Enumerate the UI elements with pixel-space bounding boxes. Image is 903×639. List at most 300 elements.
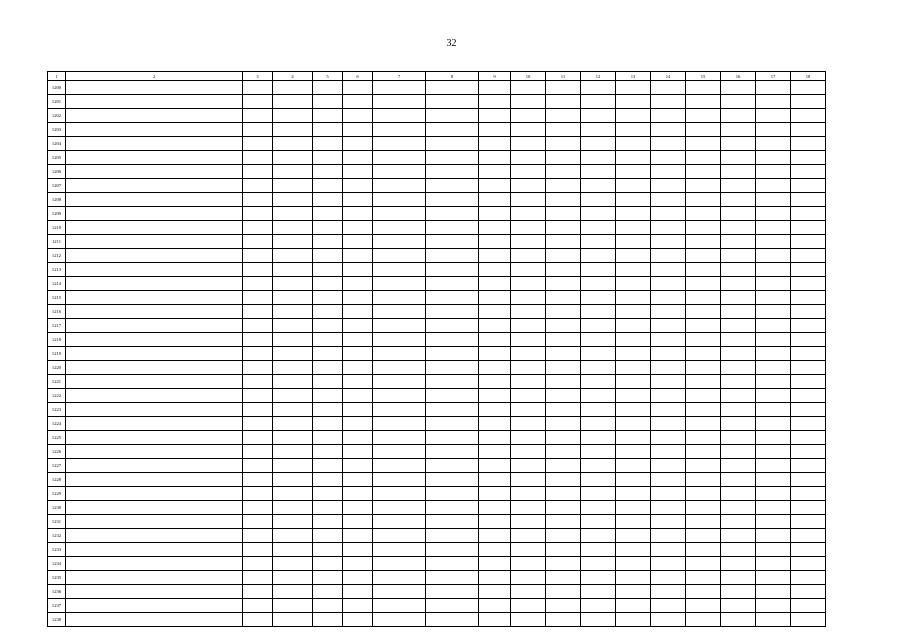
table-cell — [273, 165, 313, 179]
table-cell — [243, 473, 273, 487]
table-cell — [373, 263, 426, 277]
table-cell — [426, 235, 479, 249]
table-row — [48, 571, 826, 585]
table-cell — [581, 179, 616, 193]
table-cell — [791, 263, 826, 277]
table-cell — [343, 123, 373, 137]
table-cell — [426, 599, 479, 613]
table-cell — [511, 319, 546, 333]
table-cell — [243, 431, 273, 445]
table-row — [48, 501, 826, 515]
row-number: 1215 — [48, 291, 66, 305]
table-cell — [756, 557, 791, 571]
table-cell — [273, 529, 313, 543]
table-cell — [791, 501, 826, 515]
table-cell — [243, 221, 273, 235]
table-cell — [479, 235, 511, 249]
table-cell — [479, 221, 511, 235]
table-cell — [511, 515, 546, 529]
table-cell — [756, 123, 791, 137]
table-cell — [581, 291, 616, 305]
table-cell — [511, 263, 546, 277]
table-cell — [791, 221, 826, 235]
table-cell — [756, 95, 791, 109]
table-cell — [686, 403, 721, 417]
table-cell — [343, 473, 373, 487]
address-cell — [66, 529, 243, 543]
table-cell — [479, 333, 511, 347]
table-cell — [791, 515, 826, 529]
table-cell — [721, 515, 756, 529]
table-cell — [313, 417, 343, 431]
table-cell — [243, 123, 273, 137]
table-cell — [791, 361, 826, 375]
table-cell — [313, 585, 343, 599]
table-cell — [791, 445, 826, 459]
table-cell — [243, 319, 273, 333]
table-cell — [313, 599, 343, 613]
table-cell — [791, 613, 826, 627]
table-cell — [616, 305, 651, 319]
table-cell — [426, 263, 479, 277]
table-cell — [581, 81, 616, 95]
table-cell — [479, 123, 511, 137]
table-cell — [511, 571, 546, 585]
table-cell — [479, 557, 511, 571]
table-cell — [343, 165, 373, 179]
table-cell — [511, 585, 546, 599]
table-cell — [616, 333, 651, 347]
table-cell — [791, 375, 826, 389]
table-row — [48, 179, 826, 193]
table-cell — [546, 543, 581, 557]
table-cell — [686, 417, 721, 431]
row-number: 1218 — [48, 333, 66, 347]
table-cell — [651, 557, 686, 571]
table-cell — [511, 459, 546, 473]
table-cell — [686, 95, 721, 109]
table-cell — [721, 277, 756, 291]
row-number: 1214 — [48, 277, 66, 291]
table-cell — [616, 277, 651, 291]
table-cell — [273, 403, 313, 417]
table-cell — [511, 431, 546, 445]
table-cell — [756, 137, 791, 151]
table-cell — [651, 543, 686, 557]
table-cell — [479, 109, 511, 123]
address-cell — [66, 291, 243, 305]
column-header: 5 — [313, 72, 343, 81]
table-cell — [426, 333, 479, 347]
table-cell — [373, 459, 426, 473]
table-cell — [721, 165, 756, 179]
table-cell — [651, 347, 686, 361]
table-cell — [686, 207, 721, 221]
table-cell — [756, 473, 791, 487]
table-cell — [511, 347, 546, 361]
table-cell — [651, 403, 686, 417]
table-cell — [313, 375, 343, 389]
table-cell — [426, 543, 479, 557]
table-cell — [721, 137, 756, 151]
table-cell — [651, 109, 686, 123]
table-cell — [546, 109, 581, 123]
table-cell — [426, 375, 479, 389]
table-cell — [546, 235, 581, 249]
table-cell — [426, 207, 479, 221]
table-cell — [651, 193, 686, 207]
table-cell — [313, 123, 343, 137]
table-cell — [651, 249, 686, 263]
table-cell — [373, 179, 426, 193]
table-cell — [721, 599, 756, 613]
table-cell — [686, 473, 721, 487]
table-cell — [426, 319, 479, 333]
table-cell — [581, 165, 616, 179]
table-cell — [651, 571, 686, 585]
row-number: 1226 — [48, 445, 66, 459]
table-cell — [273, 585, 313, 599]
table-cell — [343, 571, 373, 585]
address-cell — [66, 249, 243, 263]
table-cell — [511, 557, 546, 571]
table-row — [48, 487, 826, 501]
table-cell — [479, 277, 511, 291]
table-cell — [756, 249, 791, 263]
table-cell — [243, 361, 273, 375]
table-cell — [511, 487, 546, 501]
table-cell — [581, 235, 616, 249]
table-cell — [721, 403, 756, 417]
table-cell — [511, 277, 546, 291]
table-cell — [343, 585, 373, 599]
table-row — [48, 529, 826, 543]
table-row — [48, 235, 826, 249]
table-cell — [243, 207, 273, 221]
table-cell — [243, 249, 273, 263]
table-cell — [756, 431, 791, 445]
table-cell — [343, 501, 373, 515]
table-row — [48, 319, 826, 333]
address-cell — [66, 137, 243, 151]
table-cell — [616, 263, 651, 277]
address-cell — [66, 389, 243, 403]
table-cell — [479, 81, 511, 95]
table-cell — [511, 95, 546, 109]
table-cell — [581, 333, 616, 347]
table-cell — [343, 277, 373, 291]
table-row — [48, 95, 826, 109]
table-cell — [581, 599, 616, 613]
table-cell — [546, 375, 581, 389]
table-cell — [479, 599, 511, 613]
row-number: 1233 — [48, 543, 66, 557]
table-cell — [616, 347, 651, 361]
table-cell — [546, 263, 581, 277]
table-cell — [273, 347, 313, 361]
table-cell — [313, 403, 343, 417]
table-cell — [721, 347, 756, 361]
address-cell — [66, 221, 243, 235]
table-cell — [313, 263, 343, 277]
table-cell — [546, 137, 581, 151]
row-number: 1223 — [48, 403, 66, 417]
table-cell — [686, 347, 721, 361]
table-cell — [373, 417, 426, 431]
table-cell — [426, 277, 479, 291]
table-cell — [243, 179, 273, 193]
table-cell — [686, 585, 721, 599]
table-cell — [721, 193, 756, 207]
table-cell — [721, 361, 756, 375]
table-cell — [273, 557, 313, 571]
table-cell — [373, 571, 426, 585]
table-cell — [651, 137, 686, 151]
table-cell — [651, 529, 686, 543]
table-cell — [581, 459, 616, 473]
table-cell — [616, 543, 651, 557]
table-cell — [343, 487, 373, 501]
row-number: 1234 — [48, 557, 66, 571]
table-cell — [756, 333, 791, 347]
table-cell — [756, 207, 791, 221]
table-cell — [373, 221, 426, 235]
table-cell — [273, 613, 313, 627]
table-row — [48, 305, 826, 319]
table-cell — [426, 165, 479, 179]
table-cell — [479, 389, 511, 403]
table-cell — [616, 319, 651, 333]
address-cell — [66, 515, 243, 529]
table-cell — [273, 137, 313, 151]
address-cell — [66, 235, 243, 249]
table-cell — [243, 151, 273, 165]
column-header: 16 — [721, 72, 756, 81]
column-header: 8 — [426, 72, 479, 81]
address-cell — [66, 417, 243, 431]
table-cell — [686, 137, 721, 151]
row-number: 1211 — [48, 235, 66, 249]
table-cell — [479, 151, 511, 165]
table-cell — [616, 179, 651, 193]
table-cell — [651, 235, 686, 249]
table-cell — [479, 347, 511, 361]
table-cell — [243, 165, 273, 179]
table-cell — [511, 599, 546, 613]
table-cell — [791, 249, 826, 263]
table-cell — [791, 179, 826, 193]
table-cell — [616, 613, 651, 627]
table-cell — [426, 613, 479, 627]
table-cell — [511, 193, 546, 207]
table-cell — [313, 81, 343, 95]
table-cell — [373, 347, 426, 361]
table-cell — [313, 529, 343, 543]
row-number: 1205 — [48, 151, 66, 165]
table-row — [48, 221, 826, 235]
table-cell — [721, 445, 756, 459]
table-cell — [651, 585, 686, 599]
column-header: 13 — [616, 72, 651, 81]
address-cell — [66, 193, 243, 207]
table-cell — [511, 389, 546, 403]
table-cell — [479, 193, 511, 207]
table-cell — [616, 487, 651, 501]
table-cell — [511, 179, 546, 193]
table-cell — [721, 501, 756, 515]
column-header: 14 — [651, 72, 686, 81]
table-cell — [791, 151, 826, 165]
address-cell — [66, 207, 243, 221]
table-cell — [426, 137, 479, 151]
table-cell — [616, 501, 651, 515]
table-cell — [721, 249, 756, 263]
table-cell — [373, 277, 426, 291]
table-cell — [243, 417, 273, 431]
table-cell — [756, 515, 791, 529]
table-cell — [313, 221, 343, 235]
table-cell — [373, 207, 426, 221]
table-row — [48, 445, 826, 459]
table-row — [48, 361, 826, 375]
table-cell — [581, 417, 616, 431]
table-cell — [546, 277, 581, 291]
table-cell — [651, 319, 686, 333]
table-cell — [511, 501, 546, 515]
table-cell — [426, 95, 479, 109]
table-cell — [651, 375, 686, 389]
table-cell — [686, 319, 721, 333]
table-cell — [546, 319, 581, 333]
table-cell — [756, 529, 791, 543]
table-cell — [479, 95, 511, 109]
table-cell — [546, 95, 581, 109]
table-cell — [373, 585, 426, 599]
table-cell — [651, 179, 686, 193]
table-cell — [721, 431, 756, 445]
address-cell — [66, 403, 243, 417]
table-cell — [546, 599, 581, 613]
table-cell — [479, 403, 511, 417]
table-cell — [479, 249, 511, 263]
row-number: 1221 — [48, 375, 66, 389]
table-cell — [651, 613, 686, 627]
table-cell — [721, 207, 756, 221]
table-cell — [313, 557, 343, 571]
table-cell — [373, 333, 426, 347]
table-cell — [791, 193, 826, 207]
table-cell — [651, 501, 686, 515]
table-cell — [546, 585, 581, 599]
row-number: 1236 — [48, 585, 66, 599]
table-cell — [343, 361, 373, 375]
table-cell — [373, 389, 426, 403]
table-cell — [721, 109, 756, 123]
row-number: 1220 — [48, 361, 66, 375]
table-cell — [721, 95, 756, 109]
table-cell — [616, 81, 651, 95]
table-cell — [546, 333, 581, 347]
table-cell — [616, 515, 651, 529]
table-cell — [721, 613, 756, 627]
table-cell — [581, 95, 616, 109]
column-header: 10 — [511, 72, 546, 81]
address-cell — [66, 487, 243, 501]
table-cell — [343, 417, 373, 431]
table-row — [48, 557, 826, 571]
table-row — [48, 277, 826, 291]
table-cell — [546, 165, 581, 179]
table-cell — [313, 305, 343, 319]
table-cell — [791, 291, 826, 305]
row-number: 1216 — [48, 305, 66, 319]
table-cell — [313, 291, 343, 305]
table-cell — [273, 473, 313, 487]
table-cell — [546, 179, 581, 193]
table-cell — [426, 501, 479, 515]
row-number: 1231 — [48, 515, 66, 529]
table-cell — [426, 417, 479, 431]
table-cell — [791, 389, 826, 403]
table-cell — [243, 235, 273, 249]
table-cell — [756, 291, 791, 305]
table-cell — [651, 459, 686, 473]
table-cell — [616, 557, 651, 571]
table-cell — [546, 403, 581, 417]
row-number: 1204 — [48, 137, 66, 151]
table-cell — [343, 529, 373, 543]
table-cell — [651, 333, 686, 347]
row-number: 1219 — [48, 347, 66, 361]
table-cell — [243, 487, 273, 501]
table-cell — [581, 319, 616, 333]
table-cell — [651, 221, 686, 235]
table-cell — [426, 403, 479, 417]
table-cell — [313, 501, 343, 515]
table-cell — [616, 585, 651, 599]
table-cell — [426, 249, 479, 263]
table-cell — [581, 403, 616, 417]
table-cell — [581, 585, 616, 599]
table-cell — [373, 151, 426, 165]
table-cell — [313, 151, 343, 165]
table-cell — [479, 207, 511, 221]
table-cell — [616, 431, 651, 445]
table-cell — [426, 179, 479, 193]
table-cell — [791, 599, 826, 613]
table-cell — [273, 235, 313, 249]
table-row — [48, 81, 826, 95]
table-row — [48, 109, 826, 123]
table-cell — [791, 109, 826, 123]
address-cell — [66, 95, 243, 109]
table-cell — [426, 445, 479, 459]
table-cell — [581, 473, 616, 487]
table-row — [48, 151, 826, 165]
table-cell — [581, 221, 616, 235]
table-cell — [686, 221, 721, 235]
table-cell — [616, 291, 651, 305]
table-cell — [243, 109, 273, 123]
table-cell — [581, 389, 616, 403]
table-cell — [581, 361, 616, 375]
column-header: 3 — [243, 72, 273, 81]
table-cell — [313, 613, 343, 627]
table-cell — [616, 459, 651, 473]
table-cell — [243, 95, 273, 109]
address-cell — [66, 81, 243, 95]
table-cell — [426, 459, 479, 473]
